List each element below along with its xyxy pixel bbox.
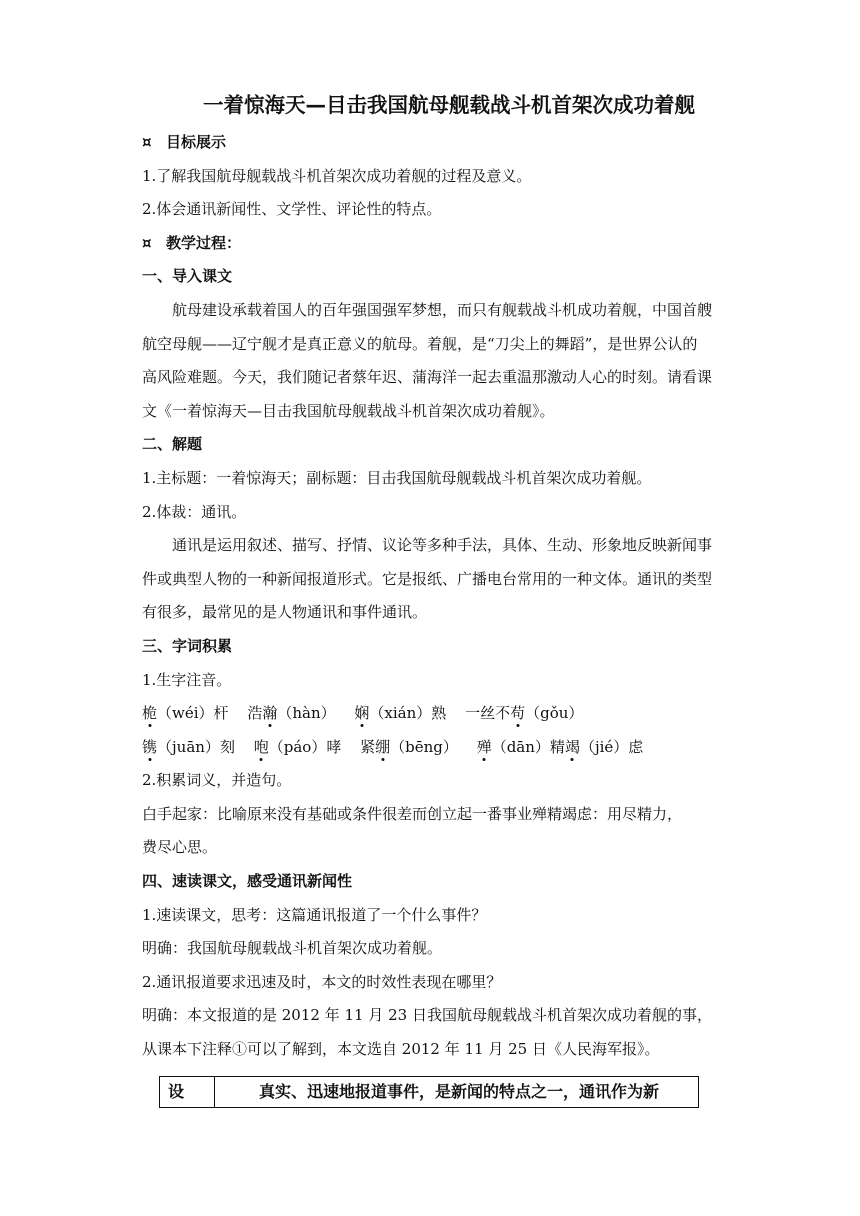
part4-answer-2-line-2: 从课本下注释①可以了解到，本文选自 2012 年 11 月 25 日《人民海军报》。	[142, 1040, 660, 1059]
part4-question-2: 2.通讯报道要求迅速及时，本文的时效性表现在哪里？	[142, 972, 502, 991]
currency-sign-icon: ¤	[142, 233, 152, 252]
part3-item-1: 1.生字注音。	[142, 670, 232, 689]
word-entry: 咆（páo）哮	[253, 737, 342, 756]
goal-item-2: 2.体会通讯新闻性、文学性、评论性的特点。	[142, 200, 442, 219]
part2-item-1: 1.主标题：一着惊海天；副标题：目击我国航母舰载战斗机首架次成功着舰。	[142, 468, 652, 487]
word-entry: 镌（juān）刻	[142, 737, 235, 756]
part1-heading: 一、导入课文	[142, 267, 233, 286]
goal-item-1: 1.了解我国航母舰载战斗机首架次成功着舰的过程及意义。	[142, 166, 532, 185]
document-title: 一着惊海天—目击我国航母舰载战斗机首架次成功着舰	[203, 93, 695, 117]
part3-para-line-1: 白手起家：比喻原来没有基础或条件很差而创立起一番事业殚精竭虑：用尽精力，	[142, 804, 683, 823]
word-entry: 一丝不苟（gǒu）	[465, 704, 584, 723]
word-entry: 殚（dān）精竭（jié）虑	[476, 737, 644, 756]
part4-question-1: 1.速读课文，思考：这篇通讯报道了一个什么事件？	[142, 905, 487, 924]
part1-para-line-3: 高风险难题。今天，我们随记者蔡年迟、蒲海洋一起去重温那激动人心的时刻。请看课	[142, 368, 713, 387]
word-entry: 紧绷（bēng）	[360, 737, 458, 756]
part3-item-2: 2.积累词义，并造句。	[142, 771, 292, 790]
table-cell-content: 真实、迅速地报道事件，是新闻的特点之一，通讯作为新	[259, 1082, 660, 1101]
table-cell-label: 设	[160, 1077, 215, 1107]
part2-item-2: 2.体裁：通讯。	[142, 502, 247, 521]
design-table	[159, 1076, 699, 1108]
part4-answer-2-line-1: 明确：本文报道的是 2012 年 11 月 23 日我国航母舰载战斗机首架次成功着舰的事，	[142, 1006, 712, 1025]
part3-heading: 三、字词积累	[142, 636, 233, 655]
word-entry: 浩瀚（hàn）	[247, 704, 336, 723]
pinyin-row-2	[142, 731, 756, 765]
goal-section-heading: ¤ 目标展示	[142, 126, 756, 160]
part1-para-line-4: 文《一着惊海天—目击我国航母舰载战斗机首架次成功着舰》。	[142, 401, 555, 420]
word-entry: 娴（xián）熟	[354, 704, 447, 723]
currency-sign-icon: ¤	[142, 133, 152, 151]
part4-heading: 四、速读课文，感受通讯新闻性	[142, 872, 353, 891]
pinyin-row-1	[142, 697, 756, 731]
word-entry: 桅（wéi）杆	[142, 704, 229, 723]
part4-answer-1: 明确：我国航母舰载战斗机首架次成功着舰。	[142, 939, 443, 958]
part2-para-line-2: 件或典型人物的一种新闻报道形式。它是报纸、广播电台常用的一种文体。通讯的类型	[142, 569, 713, 588]
part2-para-line-1: 通讯是运用叙述、描写、抒情、议论等多种手法，具体、生动、形象地反映新闻事	[172, 536, 713, 555]
part3-para-line-2: 费尽心思。	[142, 838, 218, 857]
part2-para-line-3: 有很多，最常见的是人物通讯和事件通讯。	[142, 603, 428, 622]
document-body	[142, 88, 756, 1067]
part2-heading: 二、解题	[142, 435, 203, 454]
part1-para-line-2: 航空母舰——辽宁舰才是真正意义的航母。着舰，是“刀尖上的舞蹈”，是世界公认的	[142, 334, 698, 353]
process-section-heading: ¤ 教学过程：	[142, 227, 756, 261]
part1-para-line-1: 航母建设承载着国人的百年强国强军梦想，而只有舰载战斗机成功着舰，中国首艘	[172, 300, 713, 319]
